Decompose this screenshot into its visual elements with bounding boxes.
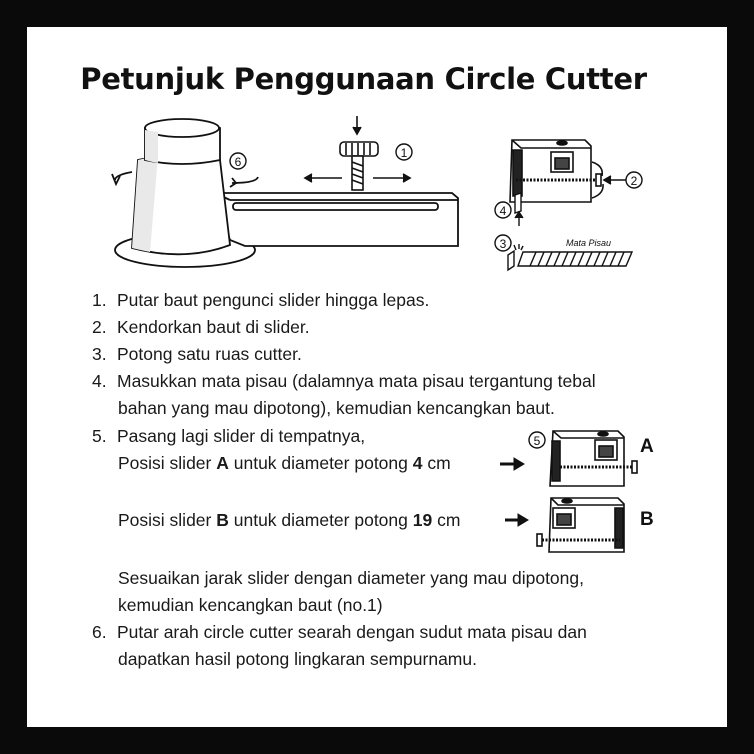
adjust-text-line-2: kemudian kencangkan baut (no.1) [118,595,383,615]
svg-text:1: 1 [400,146,408,160]
svg-text:6: 6 [234,155,242,169]
slider-block-illustration [510,140,626,202]
step-3: 3. Potong satu ruas cutter. [92,344,302,364]
circle-cutter-illustration [112,119,458,267]
svg-text:5: 5 [533,434,541,448]
svg-text:4: 4 [499,204,507,218]
callout-1 [396,144,412,160]
callout-3 [495,235,511,251]
adjust-text-line-1: Sesuaikan jarak slider dengan diameter yang mau dipotong, [118,568,584,588]
callout-5 [529,432,545,448]
arrow-to-a [500,458,524,470]
slider-position-b-illustration [537,498,624,552]
callout-4 [495,202,511,218]
step-4: 4. Masukkan mata pisau (dalamnya mata pisau tergantung tebal [92,371,596,391]
callout-2 [626,172,642,188]
position-a-text: Posisi slider A untuk diameter potong 4 cm [118,453,451,473]
slider-position-a-illustration [550,431,637,486]
page-title: Petunjuk Penggunaan Circle Cutter [80,62,647,96]
position-b-text: Posisi slider B untuk diameter potong 19 cm [118,510,461,530]
blade-label: Mata Pisau [566,238,612,248]
step-6: 6. Putar arah circle cutter searah dengan sudut mata pisau dan [92,622,587,642]
step-2: 2. Kendorkan baut di slider. [92,317,310,337]
step-5: 5. Pasang lagi slider di tempatnya, [92,426,366,446]
position-b-label: B [640,509,654,530]
callout-6 [230,153,246,169]
locking-bolt-illustration [305,116,410,190]
svg-text:3: 3 [499,237,507,251]
arrow-to-b [505,514,528,526]
step-4-continued: bahan yang mau dipotong), kemudian kencangkan baut. [118,398,555,418]
position-a-label: A [640,436,654,457]
step-1: 1. Putar baut pengunci slider hingga lepas. [92,290,430,310]
step-6-continued: dapatkan hasil potong lingkaran sempurnamu. [118,649,477,669]
svg-text:2: 2 [630,174,638,188]
